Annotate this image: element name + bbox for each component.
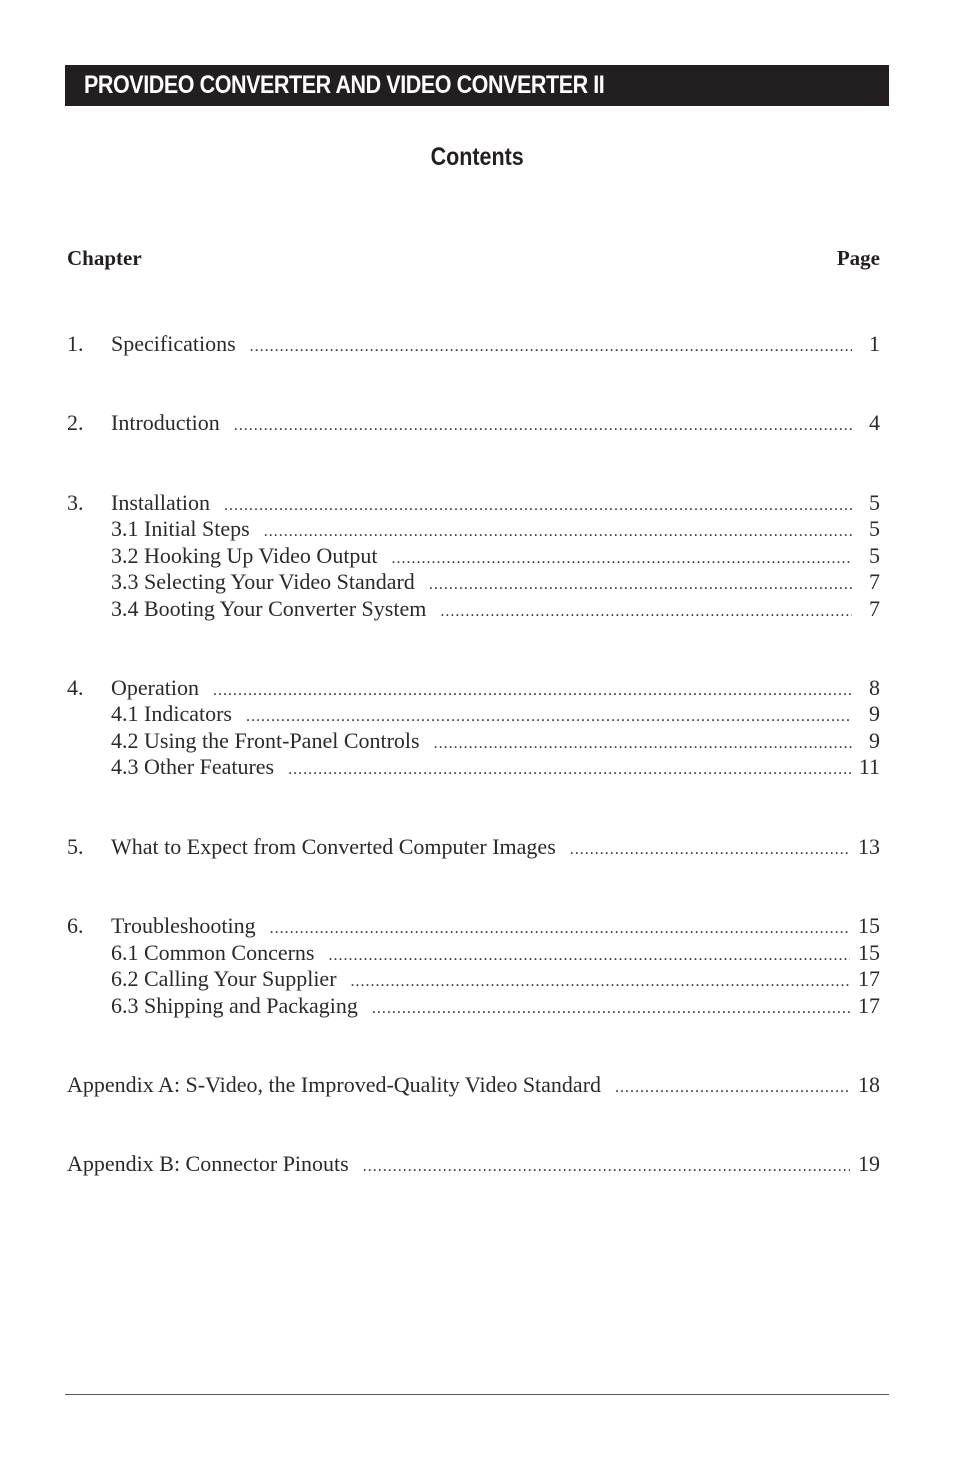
toc-page: 17	[858, 993, 880, 1018]
toc-page: 1	[869, 331, 880, 356]
toc-page: 17	[858, 966, 880, 991]
contents-heading	[0, 140, 954, 174]
toc-label: Installation	[111, 490, 210, 515]
toc-number: 5.	[67, 834, 84, 859]
dot-leader	[234, 413, 852, 439]
dot-leader	[440, 599, 852, 625]
document-title: PROVIDEO CONVERTER AND VIDEO CONVERTER II	[84, 71, 605, 99]
dot-leader	[246, 704, 852, 730]
toc-page: 15	[858, 913, 880, 938]
page-column-heading: Page	[836, 246, 880, 270]
toc-page: 9	[869, 701, 880, 726]
toc-label: Appendix A: S-Video, the Improved-Quality Video Standard	[67, 1072, 602, 1097]
toc-label: 6.3 Shipping and Packaging	[111, 993, 358, 1018]
toc-entry[interactable]	[67, 331, 880, 357]
dot-leader	[363, 1154, 850, 1180]
toc-entry[interactable]	[67, 834, 880, 860]
chapter-column-heading: Chapter	[67, 246, 142, 270]
toc-entry[interactable]	[67, 675, 880, 701]
dot-leader	[615, 1075, 850, 1101]
toc-label: 3.4 Booting Your Converter System	[111, 596, 427, 621]
toc-label: What to Expect from Converted Computer Images	[111, 834, 556, 859]
toc-entry[interactable]	[67, 410, 880, 436]
footer-rule	[65, 1394, 889, 1395]
toc-page: 7	[869, 569, 880, 594]
toc-label: Operation	[111, 675, 199, 700]
toc-label: Troubleshooting	[111, 913, 256, 938]
toc-subentry[interactable]	[111, 516, 880, 542]
toc-page: 5	[869, 516, 880, 541]
toc-page: 15	[858, 940, 880, 965]
toc-label: 4.3 Other Features	[111, 754, 275, 779]
toc-subentry[interactable]	[111, 569, 880, 595]
dot-leader	[250, 334, 852, 360]
toc-number: 6.	[67, 913, 84, 938]
toc-page: 5	[869, 490, 880, 515]
toc-subentry[interactable]	[111, 543, 880, 569]
toc-page: 9	[869, 728, 880, 753]
dot-leader	[351, 969, 850, 995]
toc-label: 6.1 Common Concerns	[111, 940, 315, 965]
toc-label: Appendix B: Connector Pinouts	[67, 1151, 349, 1176]
toc-entry[interactable]	[67, 490, 880, 516]
toc-subentry[interactable]	[111, 940, 880, 966]
toc-page: 7	[869, 596, 880, 621]
dot-leader	[570, 837, 850, 863]
toc-number: 2.	[67, 410, 84, 435]
toc-subentry[interactable]	[111, 701, 880, 727]
toc-page: 19	[858, 1151, 880, 1176]
toc-page: 4	[869, 410, 880, 435]
toc-subentry[interactable]	[111, 966, 880, 992]
toc-number: 4.	[67, 675, 84, 700]
toc-number: 3.	[67, 490, 84, 515]
toc-label: 4.1 Indicators	[111, 701, 232, 726]
toc-label: 4.2 Using the Front-Panel Controls	[111, 728, 420, 753]
dot-leader	[264, 519, 852, 545]
toc-label: 3.1 Initial Steps	[111, 516, 250, 541]
toc-appendix-entry[interactable]	[67, 1151, 880, 1177]
toc-label: 6.2 Calling Your Supplier	[111, 966, 337, 991]
toc-label: Specifications	[111, 331, 236, 356]
toc-subentry[interactable]	[111, 596, 880, 622]
contents-heading-text: Contents	[430, 143, 524, 171]
dot-leader	[270, 916, 850, 942]
toc-entry[interactable]	[67, 913, 880, 939]
toc-number: 1.	[67, 331, 84, 356]
toc-subentry[interactable]	[111, 754, 880, 780]
toc-page: 18	[858, 1072, 880, 1097]
toc-page: 13	[858, 834, 880, 859]
header-bar	[65, 65, 889, 106]
dot-leader	[429, 572, 852, 598]
dot-leader	[372, 996, 850, 1022]
toc-subentry[interactable]	[111, 728, 880, 754]
toc-subentry[interactable]	[111, 993, 880, 1019]
toc-label: 3.3 Selecting Your Video Standard	[111, 569, 415, 594]
dot-leader	[288, 757, 851, 783]
toc-page: 8	[869, 675, 880, 700]
toc-appendix-entry[interactable]	[67, 1072, 880, 1098]
toc-label: Introduction	[111, 410, 220, 435]
toc-page: 5	[869, 543, 880, 568]
toc-label: 3.2 Hooking Up Video Output	[111, 543, 378, 568]
toc-page: 11	[858, 754, 880, 779]
